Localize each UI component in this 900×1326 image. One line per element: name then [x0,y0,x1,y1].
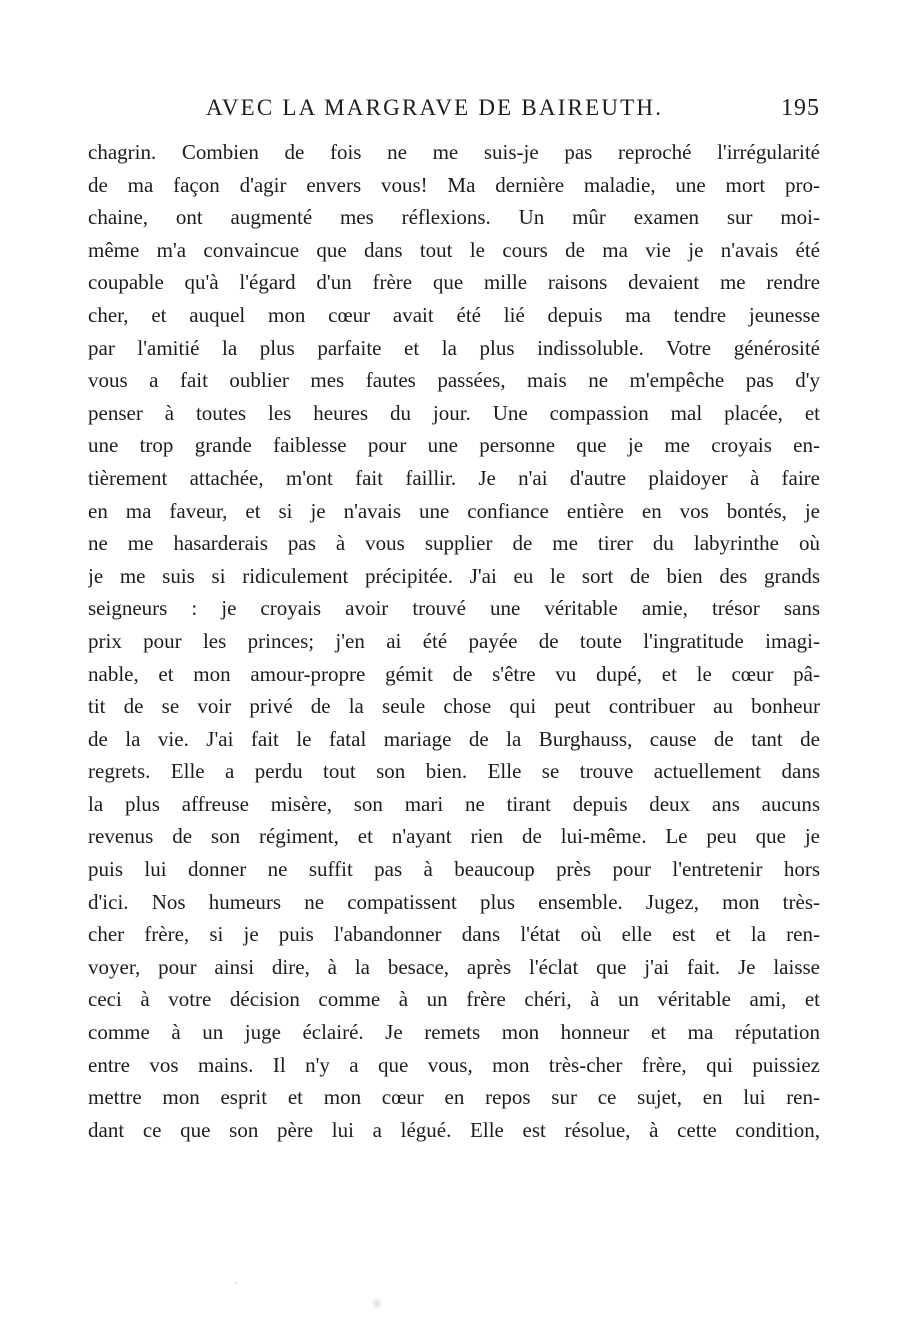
running-title: AVEC LA MARGRAVE DE BAIREUTH. [206,95,664,120]
text-line: cher, et auquel mon cœur avait été lié depuis ma tendre jeunesse [88,302,820,327]
page-number: 195 [781,95,820,121]
text-line: tit de se voir privé de la seule chose qui peut contribuer au bonheur [88,694,820,719]
text-line: voyer, pour ainsi dire, à la besace, après l'éclat que j'ai fait. Je laisse [88,954,820,979]
text-line: tièrement attachée, m'ont fait faillir. Je n'ai d'autre plaidoyer à faire [88,465,820,490]
text-line: d'ici. Nos humeurs ne compatissent plus ensemble. Jugez, mon très- [88,889,820,914]
text-line: revenus de son régiment, et n'ayant rien de lui-même. Le peu que je [88,824,820,849]
text-line: cher frère, si je puis l'abandonner dans l'état où elle est et la ren- [88,922,820,947]
text-line: même m'a convaincue que dans tout le cours de ma vie je n'avais été [88,237,820,262]
text-line: mettre mon esprit et mon cœur en repos sur ce sujet, en lui ren- [88,1085,820,1110]
text-line: de la vie. J'ai fait le fatal mariage de la Burghauss, cause de tant de [88,726,820,751]
text-line: nable, et mon amour-propre gémit de s'être vu dupé, et le cœur pâ- [88,661,820,686]
text-line: la plus affreuse misère, son mari ne tirant depuis deux ans aucuns [88,791,820,816]
text-line: entre vos mains. Il n'y a que vous, mon très-cher frère, qui puissiez [88,1052,820,1077]
text-line: une trop grande faiblesse pour une personne que je me croyais en- [88,433,820,458]
text-line: puis lui donner ne suffit pas à beaucoup près pour l'entretenir hors [88,857,820,882]
text-line: en ma faveur, et si je n'avais une confiance entière en vos bontés, je [88,498,820,523]
text-line: ceci à votre décision comme à un frère chéri, à un véritable ami, et [88,987,820,1012]
text-line: par l'amitié la plus parfaite et la plus indissoluble. Votre générosité [88,335,820,360]
running-head [88,90,820,126]
text-line: dant ce que son père lui a légué. Elle est résolue, à cette condition, [88,1117,820,1142]
text-line: regrets. Elle a perdu tout son bien. Elle se trouve actuellement dans [88,759,820,784]
paper-smudge [372,1296,382,1310]
text-line: je me suis si ridiculement précipitée. J'ai eu le sort de bien des grands [88,563,820,588]
body-text [88,136,820,1146]
text-line: penser à toutes les heures du jour. Une compassion mal placée, et [88,400,820,425]
paper-speck [235,1282,237,1284]
text-line: chagrin. Combien de fois ne me suis-je pas reproché l'irrégularité [88,140,820,164]
text-line: seigneurs : je croyais avoir trouvé une véritable amie, trésor sans [88,596,820,621]
text-line: chaine, ont augmenté mes réflexions. Un mûr examen sur moi- [88,205,820,230]
text-line: coupable qu'à l'égard d'un frère que mille raisons devaient me rendre [88,270,820,295]
text-line: prix pour les princes; j'en ai été payée de toute l'ingratitude imagi- [88,628,820,653]
text-line: ne me hasarderais pas à vous supplier de me tirer du labyrinthe où [88,531,820,556]
text-line: vous a fait oublier mes fautes passées, mais ne m'empêche pas d'y [88,368,820,393]
text-line: comme à un juge éclairé. Je remets mon honneur et ma réputation [88,1020,820,1045]
text-line: de ma façon d'agir envers vous! Ma dernière maladie, une mort pro- [88,172,820,197]
